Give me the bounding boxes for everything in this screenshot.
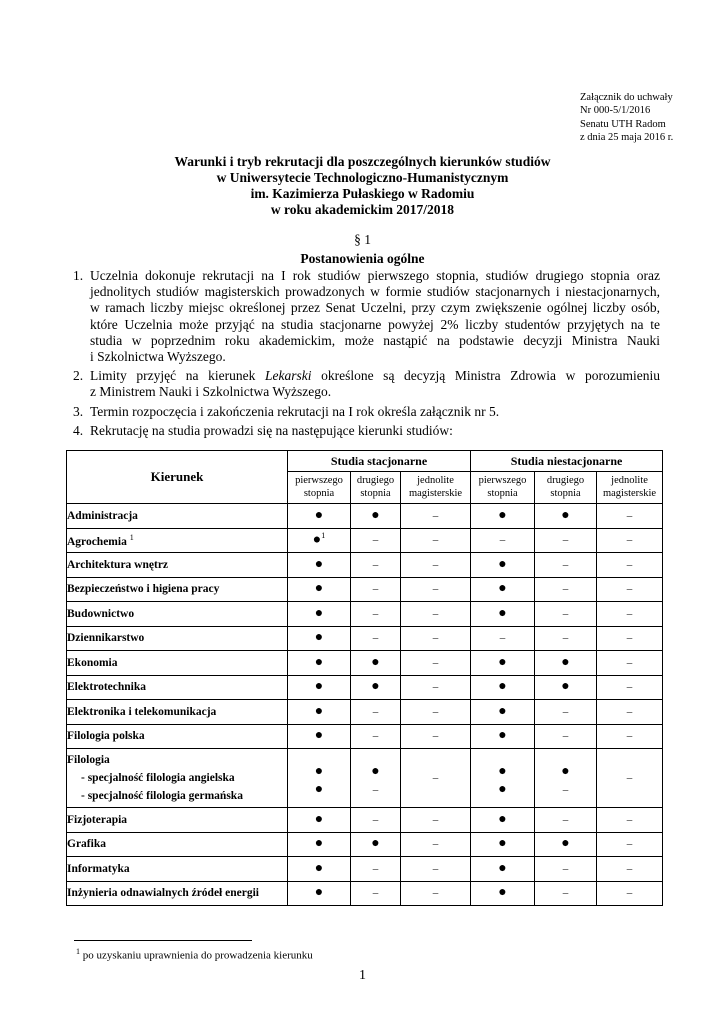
annex-line: Załącznik do uchwały [580, 92, 673, 103]
unavailable-mark: – [535, 857, 597, 882]
available-mark: ● – [535, 749, 597, 808]
unavailable-mark: – [597, 577, 663, 602]
unavailable-mark: – [401, 749, 471, 808]
available-mark: ● [288, 700, 351, 725]
field-name: Administracja [67, 504, 288, 529]
field-name [67, 749, 288, 808]
available-mark: ● – [351, 749, 401, 808]
unavailable-mark: – [401, 724, 471, 749]
list-item [66, 268, 660, 365]
unavailable-mark: – [401, 651, 471, 676]
item-number: 2. [73, 368, 84, 384]
unavailable-mark: – [597, 602, 663, 627]
table-row [67, 832, 663, 857]
header-sub: jednolite magisterskie [401, 472, 471, 504]
field-name: Agrochemia $^1$ [67, 528, 288, 553]
field-name: Informatyka [67, 857, 288, 882]
available-mark: ● [535, 832, 597, 857]
table-row [67, 602, 663, 627]
section-symbol: § 1 [354, 232, 371, 247]
unavailable-mark: – [401, 528, 471, 553]
unavailable-mark: – [597, 528, 663, 553]
available-mark: ● [288, 675, 351, 700]
unavailable-mark: – [597, 881, 663, 906]
item-number: 4. [73, 422, 84, 438]
unavailable-mark: – [401, 857, 471, 882]
unavailable-mark: – [351, 602, 401, 627]
italic-text: Lekarski [264, 368, 312, 384]
annex-line: Senatu UTH Radom [580, 118, 666, 130]
available-mark: ● [471, 602, 535, 627]
unavailable-mark: – [535, 626, 597, 651]
section-heading: Postanowienia ogólne [300, 251, 425, 266]
available-mark: ● [471, 881, 535, 906]
item-text: określone są decyzją Ministra Zdrowia w porozumieniu [311, 368, 660, 384]
field-name: Budownictwo [67, 602, 288, 627]
header-sub: drugiego stopnia [351, 472, 401, 504]
table-row [67, 808, 663, 833]
available-mark: ● [288, 808, 351, 833]
unavailable-mark: – [351, 881, 401, 906]
field-name: Elektronika i telekomunikacja [67, 700, 288, 725]
unavailable-mark: – [351, 724, 401, 749]
item-line: Termin rozpoczęcia i zakończenia rekrutacji na I rok określa załącznik nr 5. [90, 403, 500, 419]
available-mark: ● [351, 675, 401, 700]
unavailable-mark: – [597, 749, 663, 808]
unavailable-mark: – [351, 528, 401, 553]
list-item [66, 404, 660, 420]
available-mark: ● [471, 651, 535, 676]
available-mark: ● [288, 577, 351, 602]
unavailable-mark: – [471, 626, 535, 651]
unavailable-mark: – [351, 808, 401, 833]
list-item [66, 368, 660, 400]
table-row [67, 504, 663, 529]
unavailable-mark: – [351, 857, 401, 882]
unavailable-mark: – [597, 553, 663, 578]
unavailable-mark: – [401, 602, 471, 627]
item-line [90, 368, 660, 384]
field-title: Filologia [67, 754, 110, 766]
unavailable-mark: – [597, 504, 663, 529]
available-mark: ● [288, 602, 351, 627]
table-row [67, 675, 663, 700]
footnote-ref: 1 [129, 532, 134, 542]
item-line: w ramach liczby miejsc określonej przez Senat Uczelni, przy czym zwiększenie ogólnej liczby osób, [90, 300, 660, 316]
available-mark: ● [535, 651, 597, 676]
unavailable-mark: – [351, 577, 401, 602]
table-row [67, 724, 663, 749]
unavailable-mark: – [351, 700, 401, 725]
field-name: Bezpieczeństwo i higiena pracy [67, 577, 288, 602]
available-mark: ● [351, 651, 401, 676]
item-line: jednolitych studiów magisterskich prowadzonych w formie studiów stacjonarnych i niestacjonarnych, [90, 284, 660, 300]
unavailable-mark: – [401, 881, 471, 906]
available-mark: ● [288, 881, 351, 906]
available-mark: ● [471, 832, 535, 857]
unavailable-mark: – [401, 553, 471, 578]
table-row [67, 857, 663, 882]
item-line: które Uczelnia może przyjąć na studia stacjonarne powyżej 2% liczby studentów przyjętych na te [90, 316, 660, 332]
header-sub: pierwszego stopnia [471, 472, 535, 504]
table-row [67, 553, 663, 578]
available-mark: ● [288, 832, 351, 857]
header-niestacjonarne: Studia niestacjonarne [471, 451, 663, 472]
unavailable-mark: – [535, 528, 597, 553]
unavailable-mark: – [535, 808, 597, 833]
available-mark: ● [471, 857, 535, 882]
header-sub: pierwszego stopnia [288, 472, 351, 504]
available-mark: ● ● [288, 749, 351, 808]
unavailable-mark: – [401, 832, 471, 857]
list-item [66, 423, 660, 439]
available-mark: ● [471, 675, 535, 700]
unavailable-mark: – [401, 808, 471, 833]
page-number: 1 [359, 968, 366, 983]
title-line: Warunki i tryb rekrutacji dla poszczególnych kierunków studiów [174, 154, 551, 169]
item-number: 1. [73, 268, 84, 283]
item-line: Rekrutację na studia prowadzi się na następujące kierunki studiów: [90, 422, 453, 438]
unavailable-mark: – [597, 651, 663, 676]
item-line: studia w poprzednim roku akademickim, może nastąpić na podstawie decyzji Ministra Nauki [90, 332, 660, 348]
specialization: - specjalność filologia angielska [81, 772, 235, 784]
unavailable-mark: – [535, 724, 597, 749]
unavailable-mark: – [597, 700, 663, 725]
item-text: Limity przyjęć na kierunek [90, 368, 265, 384]
unavailable-mark: – [351, 626, 401, 651]
available-mark: ● [535, 675, 597, 700]
table-row [67, 626, 663, 651]
item-line: i Szkolnictwa Wyższego. [90, 349, 226, 365]
specialization: - specjalność filologia germańska [81, 790, 243, 802]
field-name: Ekonomia [67, 651, 288, 676]
annex-line: Nr 000-5/1/2016 [580, 105, 651, 117]
field-name: Elektrotechnika [67, 675, 288, 700]
table-row [67, 881, 663, 906]
available-mark: ● [288, 724, 351, 749]
header-kierunek: Kierunek [67, 451, 288, 504]
unavailable-mark: – [597, 832, 663, 857]
field-name: Grafika [67, 832, 288, 857]
table-row [67, 700, 663, 725]
field-name: Architektura wnętrz [67, 553, 288, 578]
unavailable-mark: – [597, 724, 663, 749]
available-mark: ● [471, 700, 535, 725]
available-mark: ● [471, 553, 535, 578]
study-fields-table [66, 450, 663, 906]
unavailable-mark: – [401, 504, 471, 529]
item-line: z Ministrem Nauki i Szkolnictwa Wyższego. [90, 384, 332, 400]
unavailable-mark: – [535, 577, 597, 602]
available-mark: ● [471, 504, 535, 529]
available-mark: ● ● [471, 749, 535, 808]
unavailable-mark: – [535, 700, 597, 725]
available-mark: ● [471, 808, 535, 833]
field-name: Dziennikarstwo [67, 626, 288, 651]
field-name: Fizjoterapia [67, 808, 288, 833]
numbered-list [66, 268, 660, 442]
table-row [67, 577, 663, 602]
unavailable-mark: – [597, 808, 663, 833]
unavailable-mark: – [401, 626, 471, 651]
unavailable-mark: – [535, 553, 597, 578]
document-title [0, 154, 725, 218]
available-mark: ● [288, 651, 351, 676]
footnote-text: po uzyskaniu uprawnienia do prowadzenia kierunku [82, 949, 313, 962]
table-row [67, 528, 663, 553]
available-mark: ● [288, 857, 351, 882]
unavailable-mark: – [471, 528, 535, 553]
available-mark: ●$^1$ [288, 528, 351, 553]
available-mark: ● [288, 553, 351, 578]
available-mark: ● [288, 626, 351, 651]
unavailable-mark: – [597, 857, 663, 882]
field-name: Filologia polska [67, 724, 288, 749]
field-name: Inżynieria odnawialnych źródeł energii [67, 881, 288, 906]
header-sub: jednolite magisterskie [597, 472, 663, 504]
unavailable-mark: – [351, 553, 401, 578]
available-mark: ● [288, 504, 351, 529]
unavailable-mark: – [597, 675, 663, 700]
annex-note [580, 91, 673, 145]
available-mark: ● [471, 724, 535, 749]
title-line: w roku akademickim 2017/2018 [270, 202, 455, 217]
annex-line: z dnia 25 maja 2016 r. [580, 132, 674, 144]
unavailable-mark: – [597, 626, 663, 651]
title-line: w Uniwersytecie Technologiczno-Humanistycznym [216, 170, 509, 185]
footnote [76, 947, 313, 962]
table-row [67, 651, 663, 676]
unavailable-mark: – [401, 577, 471, 602]
item-number: 3. [73, 403, 84, 419]
footnote-divider [74, 940, 252, 941]
header-sub: drugiego stopnia [535, 472, 597, 504]
header-stacjonarne: Studia stacjonarne [288, 451, 471, 472]
table-row [67, 749, 663, 808]
unavailable-mark: – [535, 602, 597, 627]
unavailable-mark: – [535, 881, 597, 906]
title-line: im. Kazimierza Pułaskiego w Radomiu [250, 186, 475, 201]
unavailable-mark: – [401, 675, 471, 700]
available-mark: ● [351, 504, 401, 529]
footnote-ref: 1 [76, 947, 80, 956]
available-mark: ● [535, 504, 597, 529]
item-line: Uczelnia dokonuje rekrutacji na I rok studiów pierwszego stopnia, studiów drugiego stopnia oraz [90, 268, 660, 283]
unavailable-mark: – [401, 700, 471, 725]
available-mark: ● [351, 832, 401, 857]
available-mark: ● [471, 577, 535, 602]
